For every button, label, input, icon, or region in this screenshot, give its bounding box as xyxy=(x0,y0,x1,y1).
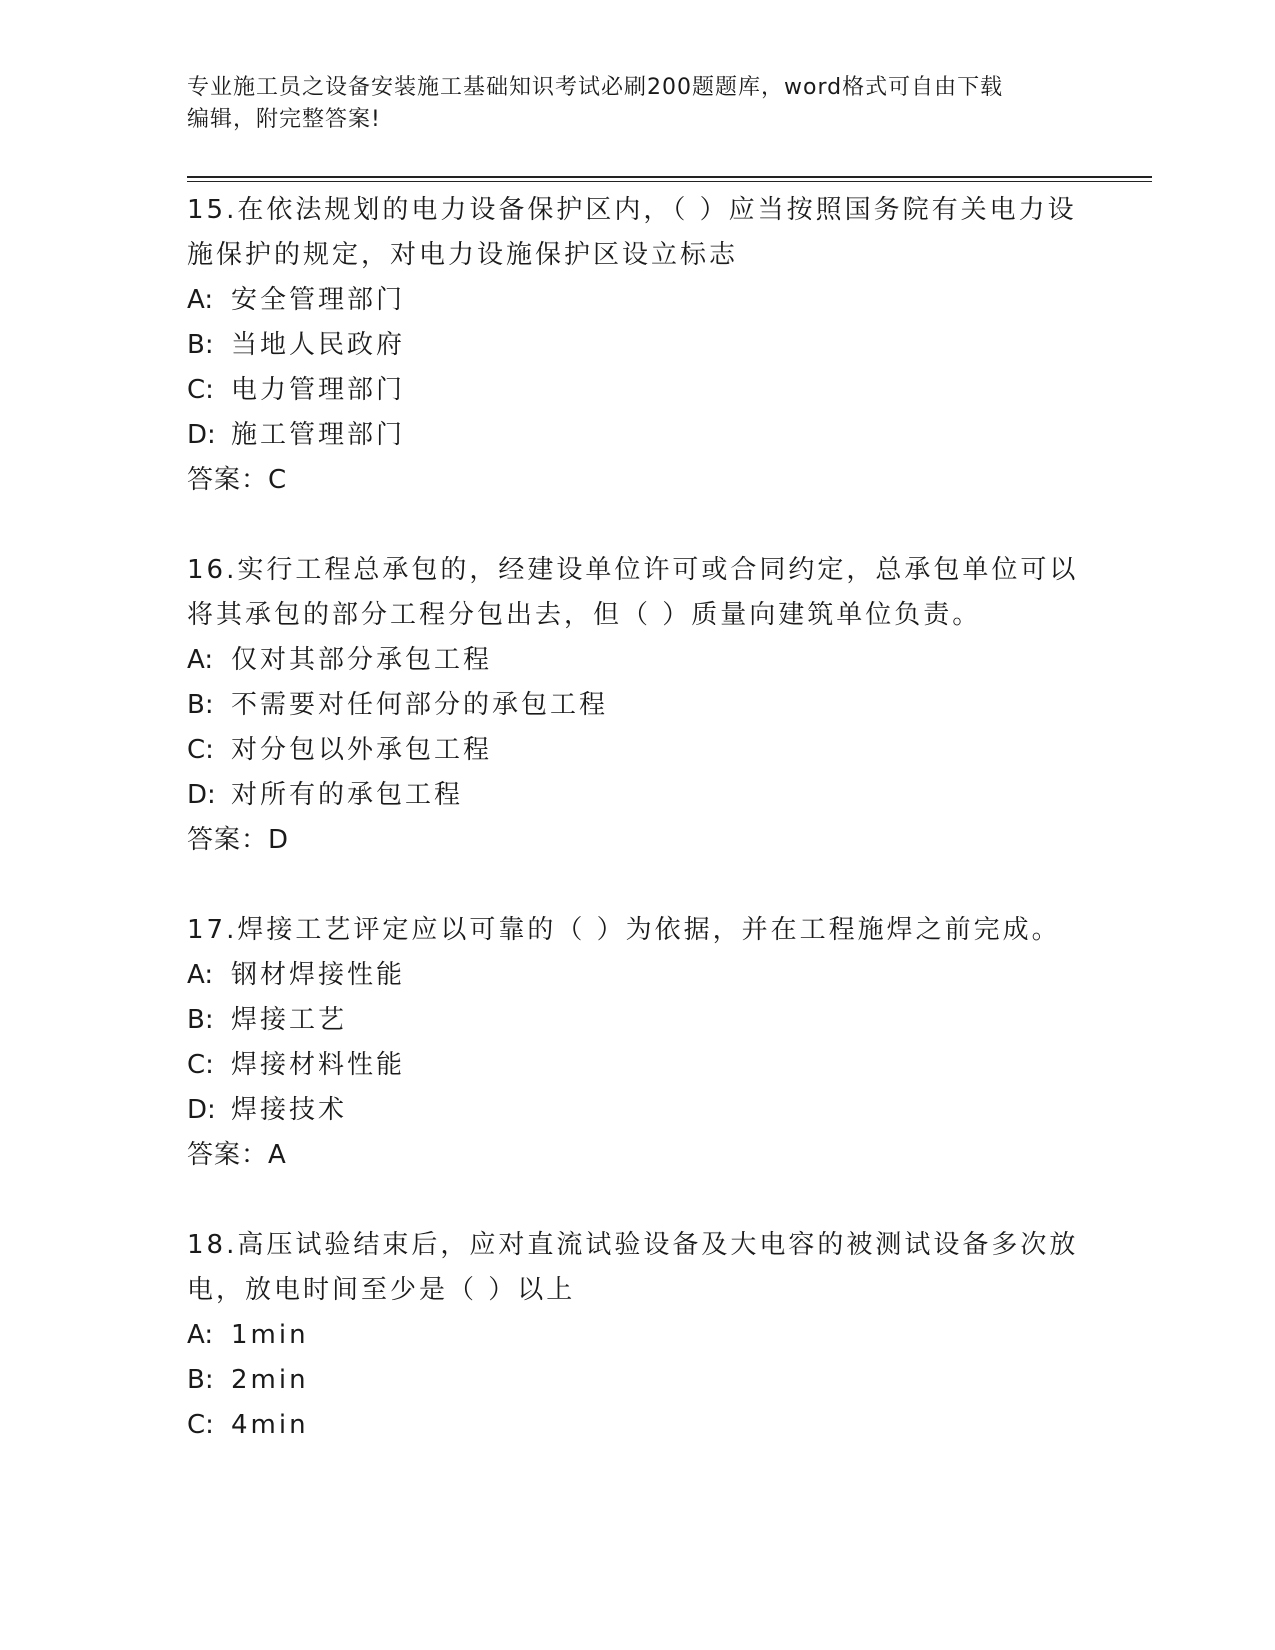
option-text: 对分包以外承包工程 xyxy=(231,735,493,765)
option-letter: D: xyxy=(187,420,216,450)
option-letter: D: xyxy=(187,1095,216,1125)
option-letter: B: xyxy=(187,330,214,360)
option-b xyxy=(187,998,1087,1043)
answer-line: 答案：C xyxy=(187,465,288,495)
option-letter: B: xyxy=(187,1365,214,1395)
question-text: 17.焊接工艺评定应以可靠的（ ）为依据，并在工程施焊之前完成。 xyxy=(187,915,1061,945)
option-text: 仅对其部分承包工程 xyxy=(231,645,493,675)
option-letter: B: xyxy=(187,690,214,720)
question-text: 16.实行工程总承包的，经建设单位许可或合同约定，总承包单位可以将其承包的部分工程分包出去，但（ ）质量向建筑单位负责。 xyxy=(187,555,1079,630)
header-line-2: 编辑，附完整答案! xyxy=(187,107,381,132)
question-16 xyxy=(187,548,1087,863)
option-c xyxy=(187,1043,1087,1088)
option-text: 焊接材料性能 xyxy=(231,1050,406,1080)
option-d xyxy=(187,1088,1087,1133)
question-text: 18.高压试验结束后，应对直流试验设备及大电容的被测试设备多次放电，放电时间至少是（ ）以上 xyxy=(187,1230,1079,1305)
option-a xyxy=(187,638,1087,683)
option-letter: B: xyxy=(187,1005,214,1035)
option-b xyxy=(187,1358,1087,1403)
option-letter: C: xyxy=(187,375,214,405)
option-letter: A: xyxy=(187,1320,214,1350)
option-a xyxy=(187,953,1087,998)
option-a xyxy=(187,278,1087,323)
option-text: 2min xyxy=(231,1365,309,1395)
header-line-1: 专业施工员之设备安装施工基础知识考试必刷200题题库，word格式可自由下载 xyxy=(187,75,1004,100)
option-text: 1min xyxy=(231,1320,309,1350)
option-b xyxy=(187,683,1087,728)
option-text: 施工管理部门 xyxy=(231,420,406,450)
header-divider-thin xyxy=(187,181,1152,182)
option-letter: C: xyxy=(187,1050,214,1080)
option-text: 安全管理部门 xyxy=(231,285,406,315)
header-divider-thick xyxy=(187,176,1152,178)
option-text: 电力管理部门 xyxy=(231,375,406,405)
option-text: 钢材焊接性能 xyxy=(231,960,406,990)
option-c xyxy=(187,368,1087,413)
option-a xyxy=(187,1313,1087,1358)
option-text: 4min xyxy=(231,1410,309,1440)
document-header xyxy=(187,72,1087,136)
option-letter: A: xyxy=(187,285,214,315)
answer-line: 答案：A xyxy=(187,1140,287,1170)
option-text: 当地人民政府 xyxy=(231,330,406,360)
option-letter: A: xyxy=(187,960,214,990)
option-letter: D: xyxy=(187,780,216,810)
question-text: 15.在依法规划的电力设备保护区内，（ ）应当按照国务院有关电力设施保护的规定，对电力设施保护区设立标志 xyxy=(187,195,1077,270)
option-text: 不需要对任何部分的承包工程 xyxy=(231,690,609,720)
option-c xyxy=(187,1403,1087,1448)
question-15 xyxy=(187,188,1087,503)
option-d xyxy=(187,413,1087,458)
option-text: 焊接技术 xyxy=(231,1095,348,1125)
option-c xyxy=(187,728,1087,773)
option-text: 焊接工艺 xyxy=(231,1005,348,1035)
option-letter: C: xyxy=(187,735,214,765)
option-text: 对所有的承包工程 xyxy=(231,780,464,810)
option-d xyxy=(187,773,1087,818)
option-letter: C: xyxy=(187,1410,214,1440)
question-18 xyxy=(187,1223,1087,1448)
answer-line: 答案：D xyxy=(187,825,290,855)
option-b xyxy=(187,323,1087,368)
question-17 xyxy=(187,908,1087,1178)
option-letter: A: xyxy=(187,645,214,675)
